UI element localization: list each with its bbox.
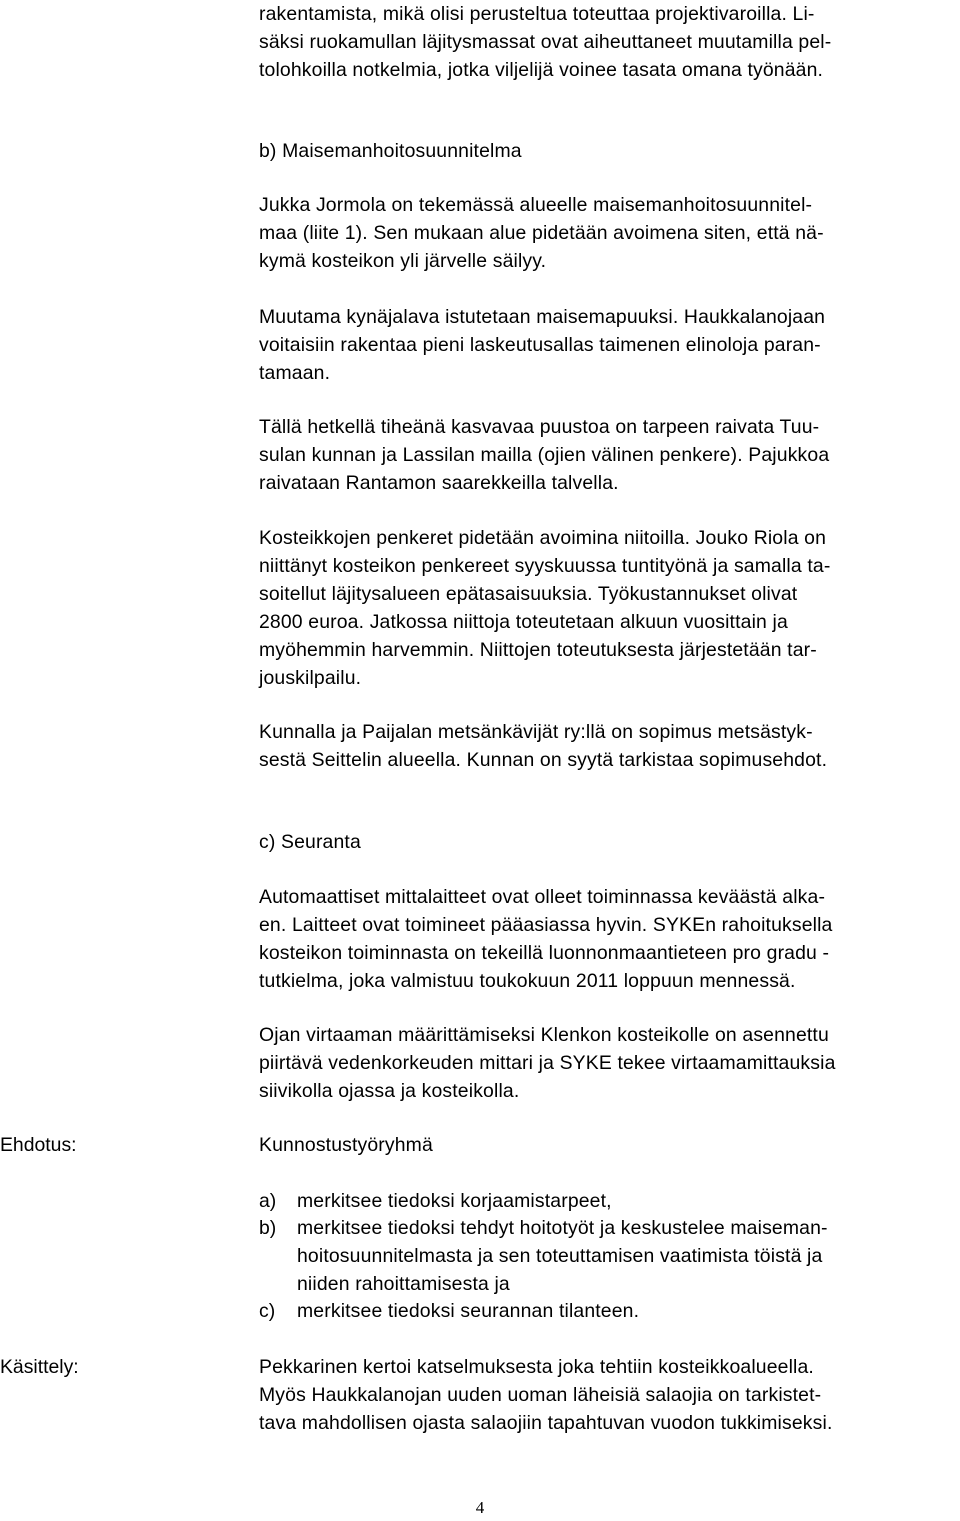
paragraph-line: en. Laitteet ovat toimineet pääasiassa hyvin. SYKEn rahoituksella (259, 914, 833, 936)
paragraph-line: myöhemmin harvemmin. Niittojen toteutuksesta järjestetään tar- (259, 639, 817, 661)
list-item-line: merkitsee tiedoksi seurannan tilanteen. (297, 1300, 640, 1322)
paragraph-line: Muutama kynäjalava istutetaan maisemapuuksi. Haukkalanojaan (259, 306, 826, 328)
paragraph-line: Pekkarinen kertoi katselmuksesta joka tehtiin kosteikkoalueella. (259, 1356, 814, 1378)
intro-line: tolohkoilla notkelmia, jotka viljelijä voinee tasata omana työnään. (259, 59, 824, 81)
list-item-letter: a) (259, 1190, 277, 1212)
paragraph-line: Kunnalla ja Paijalan metsänkävijät ry:llä on sopimus metsästyk- (259, 721, 813, 743)
paragraph-line: sestä Seittelin alueella. Kunnan on syytä tarkistaa sopimusehdot. (259, 749, 828, 771)
list-item-letter: b) (259, 1217, 277, 1239)
proposal-label: Ehdotus: (0, 1134, 77, 1156)
list-item-line: niiden rahoittamisesta ja (297, 1273, 510, 1295)
page-number: 4 (475, 1498, 485, 1517)
paragraph-line: siivikolla ojassa ja kosteikolla. (259, 1080, 520, 1102)
paragraph-line: tutkielma, joka valmistuu toukokuun 2011 loppuun mennessä. (259, 970, 796, 992)
paragraph-line: kymä kosteikon yli järvelle säilyy. (259, 250, 547, 272)
paragraph-line: tamaan. (259, 362, 331, 384)
paragraph-line: niittänyt kosteikon penkereet syyskuussa tuntityönä ja samalla ta- (259, 555, 831, 577)
paragraph-line: Tällä hetkellä tiheänä kasvavaa puustoa on tarpeen raivata Tuu- (259, 416, 820, 438)
paragraph-line: 2800 euroa. Jatkossa niittoja toteutetaan alkuun vuosittain ja (259, 611, 788, 633)
proposal-intro: Kunnostustyöryhmä (259, 1134, 433, 1156)
paragraph-line: piirtävä vedenkorkeuden mittari ja SYKE tekee virtaamamittauksia (259, 1052, 836, 1074)
list-item-line: merkitsee tiedoksi korjaamistarpeet, (297, 1190, 612, 1212)
section-c-heading: c) Seuranta (259, 831, 361, 853)
section-b-heading: b) Maisemanhoitosuunnitelma (259, 140, 522, 162)
paragraph-line: Myös Haukkalanojan uuden uoman läheisiä salaojia on tarkistet- (259, 1384, 822, 1406)
paragraph-line: Automaattiset mittalaitteet ovat olleet toiminnassa keväästä alka- (259, 886, 826, 908)
intro-line: rakentamista, mikä olisi perusteltua toteuttaa projektivaroilla. Li- (259, 3, 815, 25)
handling-label: Käsittely: (0, 1356, 79, 1378)
paragraph-line: voitaisiin rakentaa pieni laskeutusallas taimenen elinoloja paran- (259, 334, 821, 356)
paragraph-line: sulan kunnan ja Lassilan mailla (ojien välinen penkere). Pajukkoa (259, 444, 830, 466)
paragraph-line: Jukka Jormola on tekemässä alueelle maisemanhoitosuunnitel- (259, 194, 813, 216)
paragraph-line: raivataan Rantamon saarekkeilla talvella. (259, 472, 619, 494)
list-item-line: hoitosuunnitelmasta ja sen toteuttamisen vaatimista töistä ja (297, 1245, 823, 1267)
list-item-letter: c) (259, 1300, 276, 1322)
paragraph-line: jouskilpailu. (259, 667, 362, 689)
paragraph-line: Ojan virtaaman määrittämiseksi Klenkon kosteikolle on asennettu (259, 1024, 829, 1046)
intro-line: säksi ruokamullan läjitysmassat ovat aiheuttaneet muutamilla pel- (259, 31, 832, 53)
paragraph-line: kosteikon toiminnasta on tekeillä luonnonmaantieteen pro gradu - (259, 942, 830, 964)
paragraph-line: soitellut läjitysalueen epätasaisuuksia. Työkustannukset olivat (259, 583, 798, 605)
paragraph-line: Kosteikkojen penkeret pidetään avoimina niitoilla. Jouko Riola on (259, 527, 827, 549)
paragraph-line: maa (liite 1). Sen mukaan alue pidetään avoimena siten, että nä- (259, 222, 824, 244)
paragraph-line: tava mahdollisen ojasta salaojiin tapahtuvan vuodon tukkimiseksi. (259, 1412, 833, 1434)
list-item-line: merkitsee tiedoksi tehdyt hoitotyöt ja keskustelee maiseman- (297, 1217, 828, 1239)
